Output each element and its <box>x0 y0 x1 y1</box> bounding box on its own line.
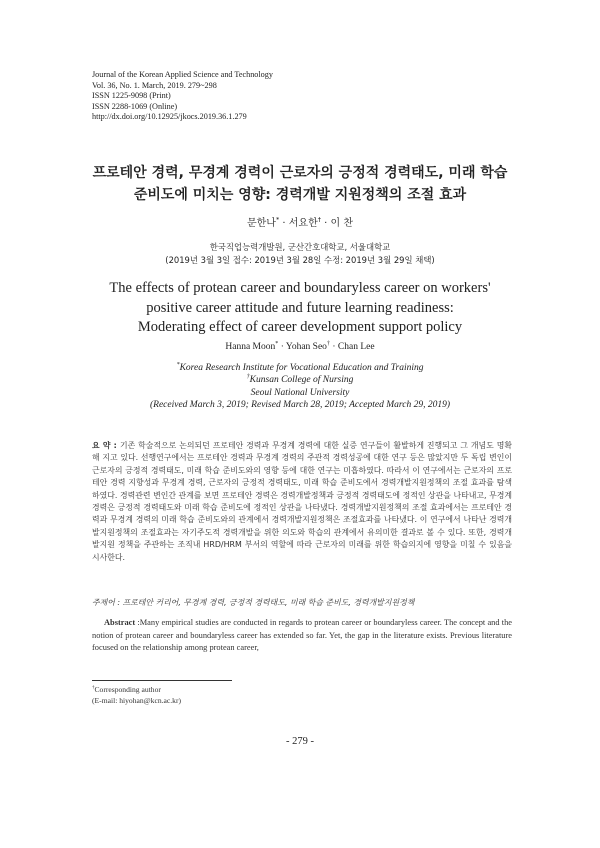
english-author-1: Hanna Moon <box>225 342 276 352</box>
korean-title-line2: 준비도에 미치는 영향: 경력개발 지원정책의 조절 효과 <box>133 187 467 203</box>
korean-author-2: 서요한 <box>288 218 318 229</box>
journal-volume: Vol. 36, No. 1. March, 2019. 279~298 <box>92 80 217 90</box>
korean-dates: (2019년 3월 3일 접수: 2019년 3월 28일 수정: 2019년 3월 29일 채택) <box>165 254 435 265</box>
korean-author-2-mark: † <box>317 215 321 224</box>
english-title-line1: The effects of protean career and boundaryless career on workers' <box>109 280 491 296</box>
korean-author-1: 문한나 <box>246 218 276 229</box>
page-number: - 279 - <box>286 736 314 747</box>
english-affiliation-1-mark: * <box>176 361 180 368</box>
english-affiliation-1 <box>0 362 600 374</box>
korean-author-sep-2: · <box>320 218 331 229</box>
english-abstract-label: Abstract <box>104 618 136 627</box>
english-abstract-text: :Many empirical studies are conducted in regards to protean career or boundaryless career. The concept and the notion of protean career and boundaryless career has extended so far. Yet, the gap in the literature exists. Previous literature focused on the relationship among protean career, <box>92 618 512 653</box>
korean-authors <box>0 214 600 229</box>
korean-author-1-mark: * <box>275 215 280 224</box>
korean-author-sep-1: · <box>279 218 289 229</box>
english-affiliation-2 <box>0 374 600 386</box>
english-author-sep-1: · <box>278 342 286 352</box>
doi-link[interactable]: http://dx.doi.org/10.12925/jkocs.2019.36.1.279 <box>92 112 247 122</box>
english-author-sep-2: · <box>330 342 338 352</box>
english-authors <box>0 342 600 352</box>
korean-affiliations <box>0 241 600 266</box>
issn-online: ISSN 2288-1069 (Online) <box>92 101 178 111</box>
footnote <box>92 684 181 706</box>
english-author-1-mark: * <box>275 340 279 347</box>
korean-abstract-label: 요 약 : <box>92 441 120 450</box>
english-title-line2: positive career attitude and future learning readiness: <box>146 299 454 316</box>
footnote-corresponding: Corresponding author <box>94 685 161 694</box>
korean-abstract <box>92 440 512 564</box>
korean-title-line1: 프로테안 경력, 무경계 경력이 근로자의 긍정적 경력태도, 미래 학습 <box>92 165 508 181</box>
english-affiliation-1-text: Korea Research Institute for Vocational Education and Training <box>179 363 424 373</box>
korean-abstract-text: 기존 학술적으로 논의되던 프로테안 경력과 무경계 경력에 대한 실증 연구들이 활발하게 진행되고 그 개념도 명확해 지고 있다. 선행연구에서는 프로테안 경력과 무경계 경력의 주관적 경력성공에 대한 연구 등은 많았지만 두 독립 변인이 근로자의 긍정적 경력태도, 미래 학습 준비도와의 영향 등에 대한 연구는 미흡하였다. 따라서 이 연구에서는 근로자의 프로테안 경력 지향성과 무경계 경력, 근로자의 긍정적 경력태도, 미래 학습 준비도에서 경력개발지원정책의 조절 효과를 탐색하였다. 경력관련 변인간 관계를 보면 프로테안 경력은 경력개발정책과 긍정적 경력태도에 정적인 상관을 나타내고, 무경계 경력은 긍정적 경력태도와 미래 학습 준비도에 정적인 상관을 나타냈다. 경력개발지원정책의 조절 효과에서는 프로테안 경력과 무경계 경력의 미래 학습 준비도와의 관계에서 경력개발지원정책은 조절효과를 나타냈다. 이 연구에서 나타난 경력개발지원정책의 조절효과는 자기주도적 경력개발을 위한 의도와 학습의 관계에서 유의미한 결과로 볼 수 있다. 또한, 경력개발지원 정책을 주관하는 조직내 HRD/HRM 부서의 역할에 따라 근로자의 미래를 위한 학습의지에 영향을 미칠 수 있음을 시사한다. <box>92 441 512 562</box>
korean-author-3: 이 찬 <box>330 218 354 229</box>
footnote-divider <box>92 680 232 681</box>
footnote-line1 <box>92 684 181 695</box>
english-title-line3: Moderating effect of career development support policy <box>137 319 463 335</box>
english-dates: (Received March 3, 2019; Revised March 28, 2019; Accepted March 29, 2019) <box>149 400 451 411</box>
korean-title <box>0 162 600 206</box>
korean-keywords: 주제어 : 프로테안 커리어, 무경계 경력, 긍정적 경력태도, 미래 학습 준비도, 경력개발지원정책 <box>92 598 415 607</box>
footnote-mark: † <box>92 685 95 691</box>
english-affiliation-2-mark: † <box>246 374 250 381</box>
issn-print: ISSN 1225-9098 (Print) <box>92 91 171 101</box>
english-affiliation-3: Seoul National University <box>250 387 350 398</box>
english-affiliations <box>0 362 600 412</box>
english-author-2: Yohan Seo <box>285 342 327 352</box>
english-title <box>0 279 600 338</box>
english-abstract <box>92 617 512 655</box>
english-affiliation-2-text: Kunsan College of Nursing <box>249 375 354 386</box>
footnote-email: (E-mail: hiyohan@kcn.ac.kr) <box>92 696 182 705</box>
journal-metadata <box>92 70 273 123</box>
english-author-2-mark: † <box>326 340 330 347</box>
journal-name: Journal of the Korean Applied Science and Technology <box>92 70 273 79</box>
korean-affiliation-list: 한국직업능력개발원, 군산간호대학교, 서울대학교 <box>209 242 391 252</box>
english-author-3: Chan Lee <box>337 342 375 352</box>
